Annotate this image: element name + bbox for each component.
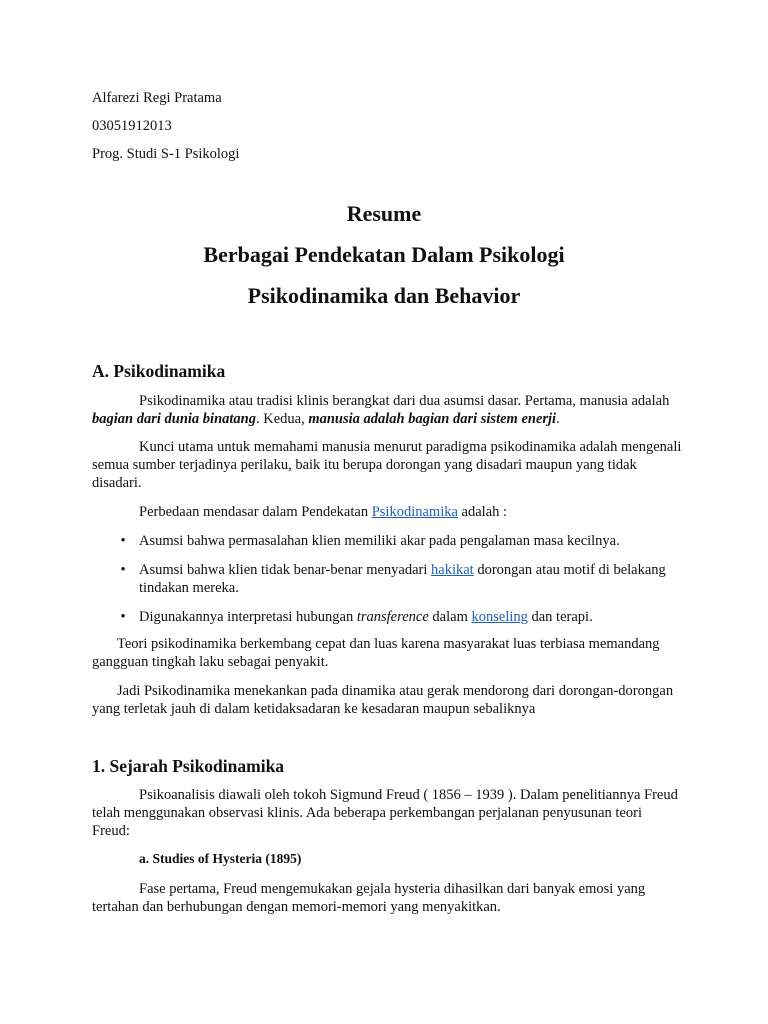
author-name: Alfarezi Regi Pratama — [92, 90, 222, 106]
title-subjects: Psikodinamika dan Behavior — [247, 283, 521, 308]
title-approaches: Berbagai Pendekatan Dalam Psikologi — [203, 242, 565, 267]
bullet-item-childhood: Asumsi bahwa permasalahan klien memiliki akar pada pengalaman masa kecilnya. — [139, 533, 620, 549]
paragraph-freud-history: Psikoanalisis diawali oleh tokoh Sigmund Freud ( 1856 – 1939 ). Dalam penelitiannya Freud telah menggunakan observasi klinis. Ada beberapa perkembangan perjalanan penyusunan teori Freud: — [92, 787, 678, 839]
study-program: Prog. Studi S-1 Psikologi — [92, 146, 240, 162]
bullet-item-unaware: Asumsi bahwa klien tidak benar-benar menyadari hakikat dorongan atau motif di belakang tindakan mereka. — [139, 562, 666, 596]
link-hakikat[interactable]: hakikat — [431, 562, 474, 578]
paragraph-differences-intro: Perbedaan mendasar dalam Pendekatan Psikodinamika adalah : — [139, 504, 508, 520]
paragraph-conclusion: Jadi Psikodinamika menekankan pada dinamika atau gerak mendorong dari dorongan-dorongan yang terletak jauh di dalam ketidaksadaran ke kesadaran maupun sebaliknya — [92, 683, 674, 717]
bullet-dot: • — [120, 609, 126, 625]
bullet-item-transference: Digunakannya interpretasi hubungan transference dalam konseling dan terapi. — [139, 609, 593, 625]
paragraph-theory-growth: Teori psikodinamika berkembang cepat dan luas karena masyarakat luas terbiasa memandang gangguan tingkah laku sebagai penyakit. — [92, 636, 660, 670]
section-a-heading: A. Psikodinamika — [92, 361, 226, 381]
section-1-heading: 1. Sejarah Psikodinamika — [92, 756, 285, 776]
bullet-dot: • — [120, 562, 126, 578]
student-id: 03051912013 — [92, 118, 172, 134]
paragraph-hysteria-phase: Fase pertama, Freud mengemukakan gejala hysteria dihasilkan dari banyak emosi yang tertahan dan berhubungan dengan memori-memori yang menyakitkan. — [92, 881, 646, 915]
link-konseling[interactable]: konseling — [471, 609, 528, 625]
bullet-dot: • — [120, 533, 126, 549]
paragraph-assumptions: Psikodinamika atau tradisi klinis berangkat dari dua asumsi dasar. Pertama, manusia adalah bagian dari dunia binatang. Kedua, manusia adalah bagian dari sistem enerji. — [92, 393, 670, 427]
title-resume: Resume — [346, 201, 422, 226]
link-psikodinamika[interactable]: Psikodinamika — [371, 504, 458, 520]
subheading-studies-of-hysteria: a. Studies of Hysteria (1895) — [139, 851, 302, 866]
paragraph-key-understanding: Kunci utama untuk memahami manusia menurut paradigma psikodinamika adalah mengenali semua sumber terjadinya perilaku, baik itu berupa dorongan yang disadari maupun yang tidak disadari. — [92, 439, 682, 491]
